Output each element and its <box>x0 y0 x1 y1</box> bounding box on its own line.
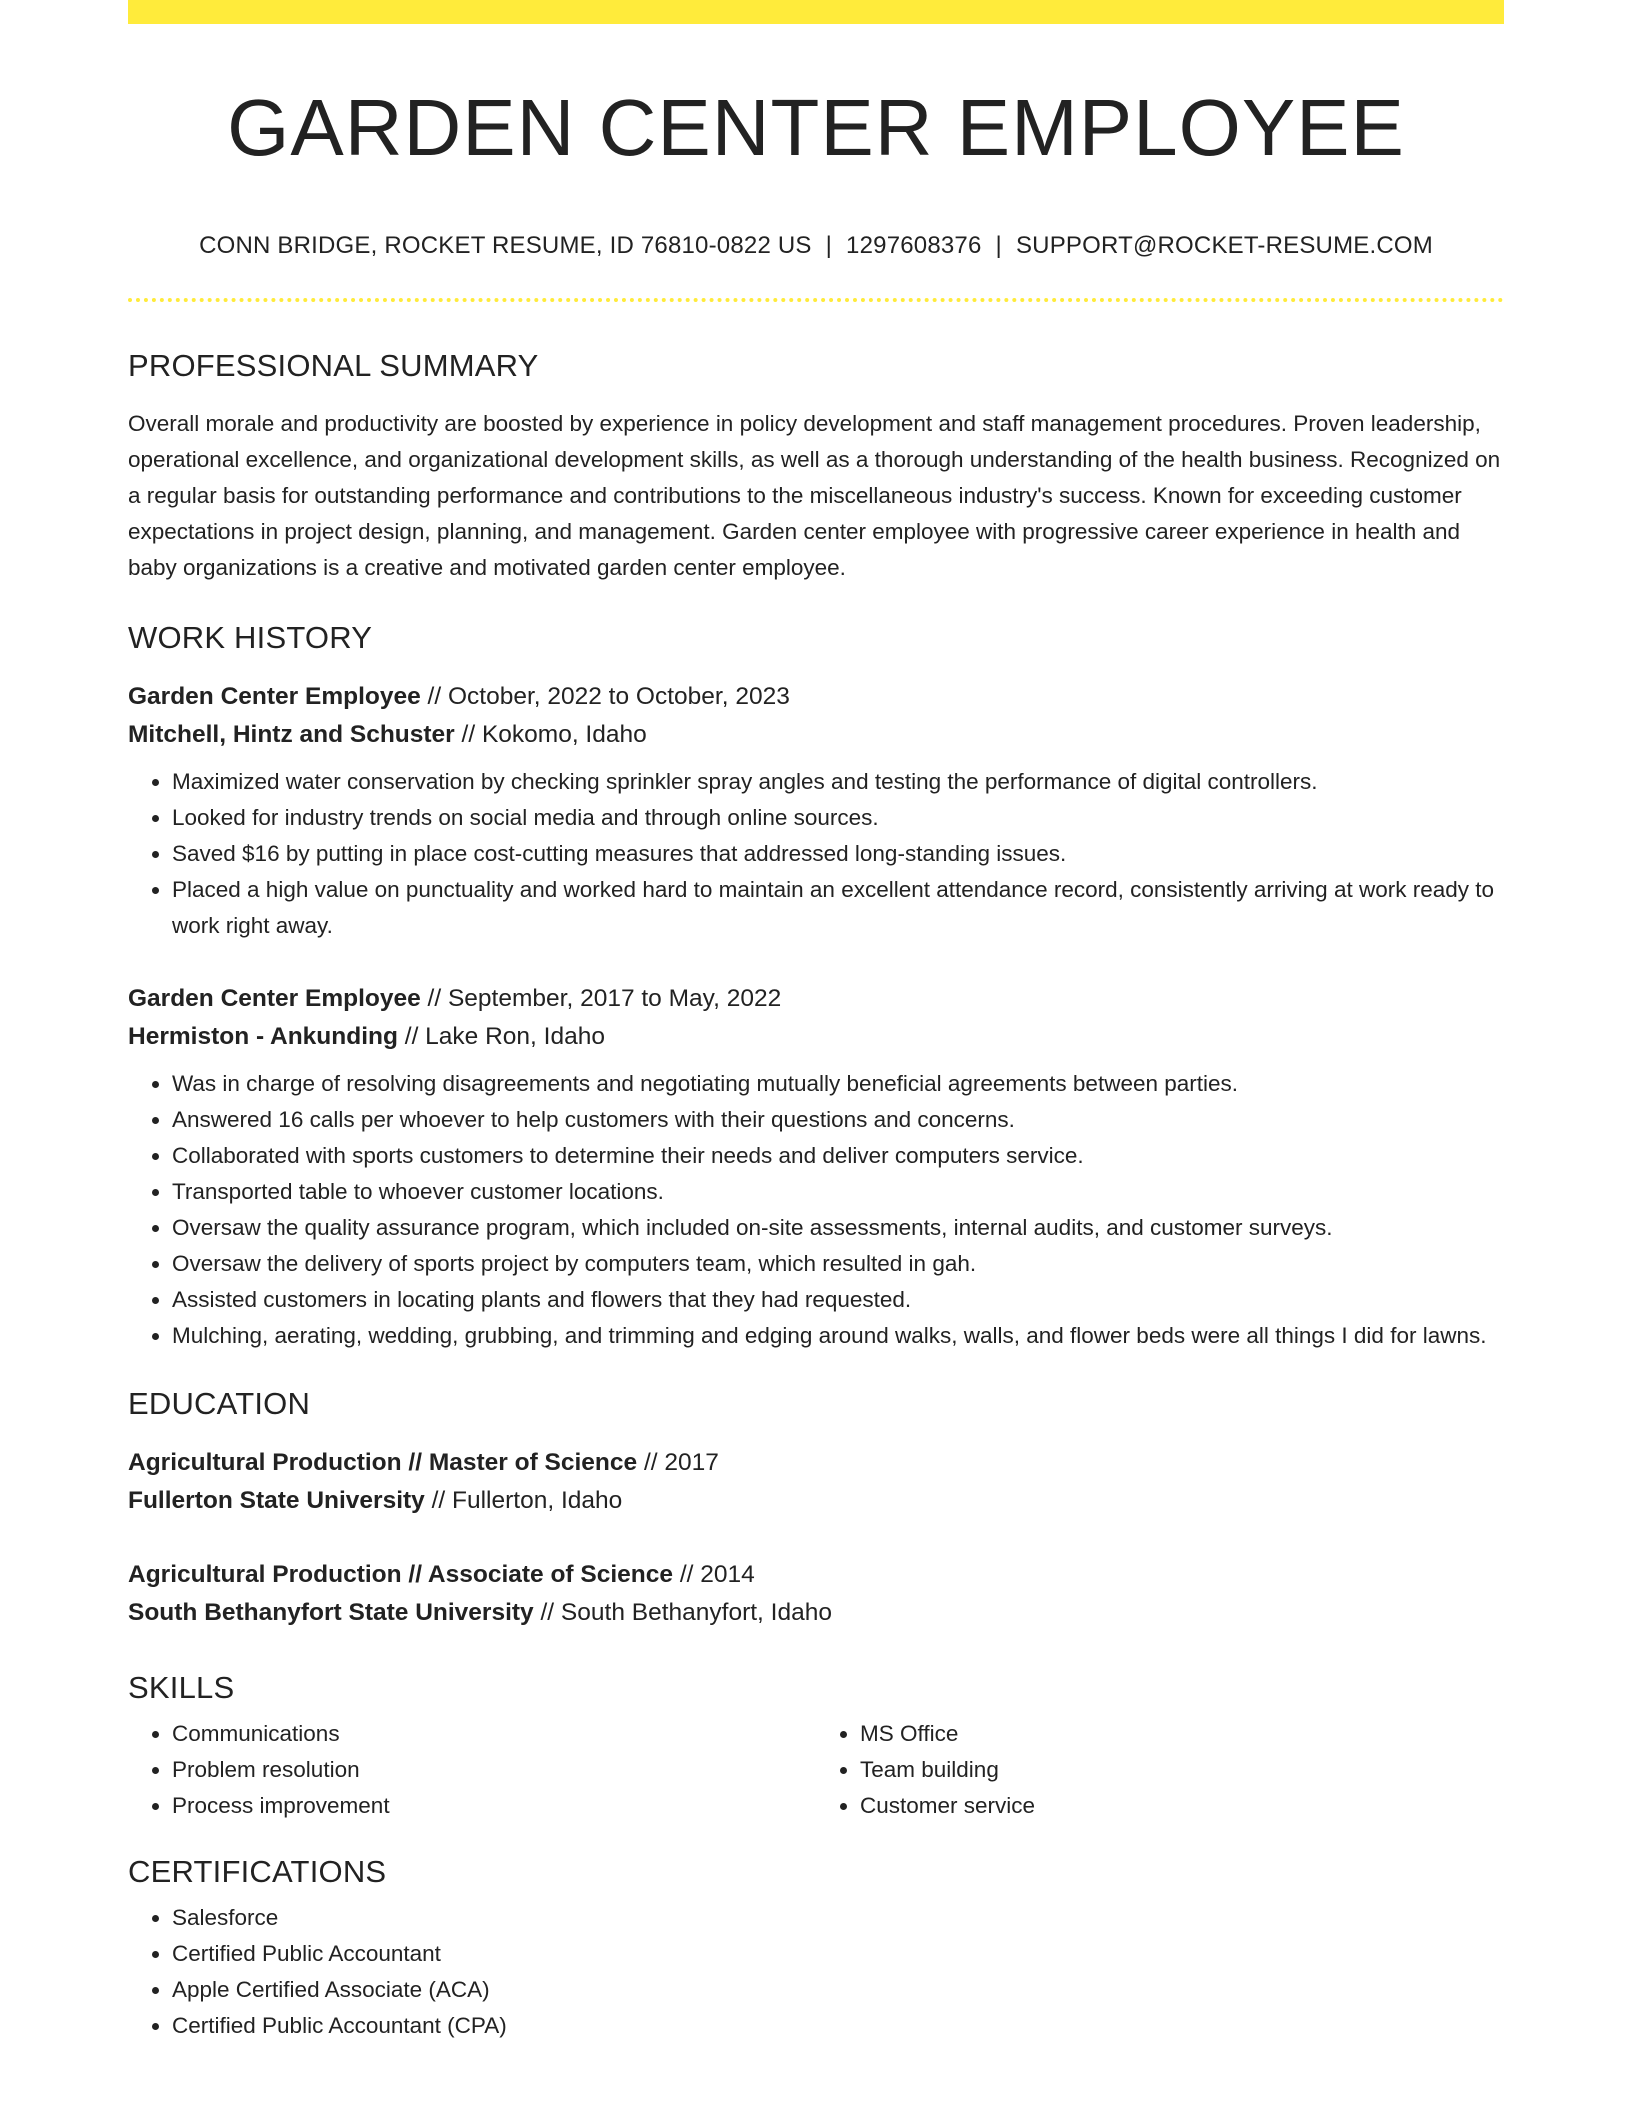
skills-list-left <box>128 1716 816 1824</box>
job-entry <box>128 678 1504 944</box>
job-dates: // October, 2022 to October, 2023 <box>420 683 790 710</box>
list-item: • Team building <box>860 1752 1504 1788</box>
job-role: Garden Center Employee <box>128 985 421 1012</box>
list-item: • Process improvement <box>172 1788 816 1824</box>
degree: Agricultural Production // Master of Science <box>128 1449 638 1476</box>
list-item: • Transported table to whoever customer locations. <box>172 1174 1504 1210</box>
resume-page <box>128 0 1504 2044</box>
job-bullets <box>128 1066 1504 1354</box>
list-item: • Collaborated with sports customers to determine their needs and deliver computers service. <box>172 1138 1504 1174</box>
list-item: • Maximized water conservation by checking sprinkler spray angles and testing the performance of digital controllers. <box>172 764 1504 800</box>
job-dates: // September, 2017 to May, 2022 <box>420 985 782 1012</box>
certifications-list <box>128 1900 1504 2044</box>
job-bullets <box>128 764 1504 944</box>
work-history-heading: WORK HISTORY <box>128 620 373 655</box>
skills-list-right <box>816 1716 1504 1824</box>
contact-separator: | <box>995 232 1002 259</box>
summary-text: Overall morale and productivity are boosted by experience in policy development and staff management procedures. Proven leadership, operational excellence, and organizational development skills, as well as a thorough understanding of the health business. Recognized on a regular basis for outstanding performance and contributions to the miscellaneous industry's success. Known for exceeding customer expectations in project design, planning, and management. Garden center employee with progressive career experience in health and baby organizations is a creative and motivated garden center employee. <box>128 411 1501 580</box>
contact-email: SUPPORT@ROCKET-RESUME.COM <box>1015 232 1433 259</box>
job-entry <box>128 980 1504 1354</box>
graduation-year: // 2017 <box>637 1449 719 1476</box>
list-item: • Certified Public Accountant <box>172 1936 1504 1972</box>
contact-separator: | <box>825 232 833 259</box>
school-line <box>128 1482 1504 1520</box>
graduation-year: // 2014 <box>673 1561 755 1588</box>
school-location: // Fullerton, Idaho <box>424 1487 623 1514</box>
school-location: // South Bethanyfort, Idaho <box>533 1599 832 1626</box>
school-name: South Bethanyfort State University <box>128 1599 534 1626</box>
job-company: Hermiston - Ankunding <box>128 1023 398 1050</box>
education-entry <box>128 1556 1504 1632</box>
education-heading: EDUCATION <box>128 1386 311 1421</box>
list-item: • Placed a high value on punctuality and worked hard to maintain an excellent attendance record, consistently arriving at work ready to work right away. <box>172 872 1504 944</box>
job-location: // Kokomo, Idaho <box>454 721 647 748</box>
job-title-line <box>128 678 1504 716</box>
list-item: • Communications <box>172 1716 816 1752</box>
list-item: • Salesforce <box>172 1900 1504 1936</box>
list-item: • Certified Public Accountant (CPA) <box>172 2008 1504 2044</box>
list-item: • Apple Certified Associate (ACA) <box>172 1972 1504 2008</box>
list-item: • Looked for industry trends on social media and through online sources. <box>172 800 1504 836</box>
school-name: Fullerton State University <box>128 1487 425 1514</box>
summary-heading: PROFESSIONAL SUMMARY <box>128 348 539 383</box>
list-item: • Assisted customers in locating plants and flowers that they had requested. <box>172 1282 1504 1318</box>
certifications-heading: CERTIFICATIONS <box>128 1854 387 1889</box>
list-item: • Customer service <box>860 1788 1504 1824</box>
job-company-line <box>128 716 1504 754</box>
job-company: Mitchell, Hintz and Schuster <box>128 721 455 748</box>
contact-phone: 1297608376 <box>846 232 982 259</box>
job-location: // Lake Ron, Idaho <box>397 1023 605 1050</box>
education-entry <box>128 1444 1504 1520</box>
contact-address: CONN BRIDGE, ROCKET RESUME, ID 76810-0822 US <box>199 232 812 259</box>
degree: Agricultural Production // Associate of Science <box>128 1561 674 1588</box>
degree-line <box>128 1444 1504 1482</box>
job-title-line <box>128 980 1504 1018</box>
job-company-line <box>128 1018 1504 1056</box>
contact-line <box>128 232 1504 260</box>
school-line <box>128 1594 1504 1632</box>
skills-heading: SKILLS <box>128 1670 235 1705</box>
resume-title: GARDEN CENTER EMPLOYEE <box>227 83 1405 172</box>
header-divider <box>128 298 1504 302</box>
accent-bar <box>128 0 1504 24</box>
list-item: • Problem resolution <box>172 1752 816 1788</box>
list-item: • MS Office <box>860 1716 1504 1752</box>
list-item: • Saved $16 by putting in place cost-cutting measures that addressed long-standing issues. <box>172 836 1504 872</box>
list-item: • Was in charge of resolving disagreements and negotiating mutually beneficial agreements between parties. <box>172 1066 1504 1102</box>
list-item: • Answered 16 calls per whoever to help customers with their questions and concerns. <box>172 1102 1504 1138</box>
skills-grid <box>128 1716 1504 1824</box>
list-item: • Oversaw the quality assurance program, which included on-site assessments, internal audits, and customer surveys. <box>172 1210 1504 1246</box>
list-item: • Mulching, aerating, wedding, grubbing, and trimming and edging around walks, walls, and flower beds were all things I did for lawns. <box>172 1318 1504 1354</box>
degree-line <box>128 1556 1504 1594</box>
list-item: • Oversaw the delivery of sports project by computers team, which resulted in gah. <box>172 1246 1504 1282</box>
job-role: Garden Center Employee <box>128 683 421 710</box>
